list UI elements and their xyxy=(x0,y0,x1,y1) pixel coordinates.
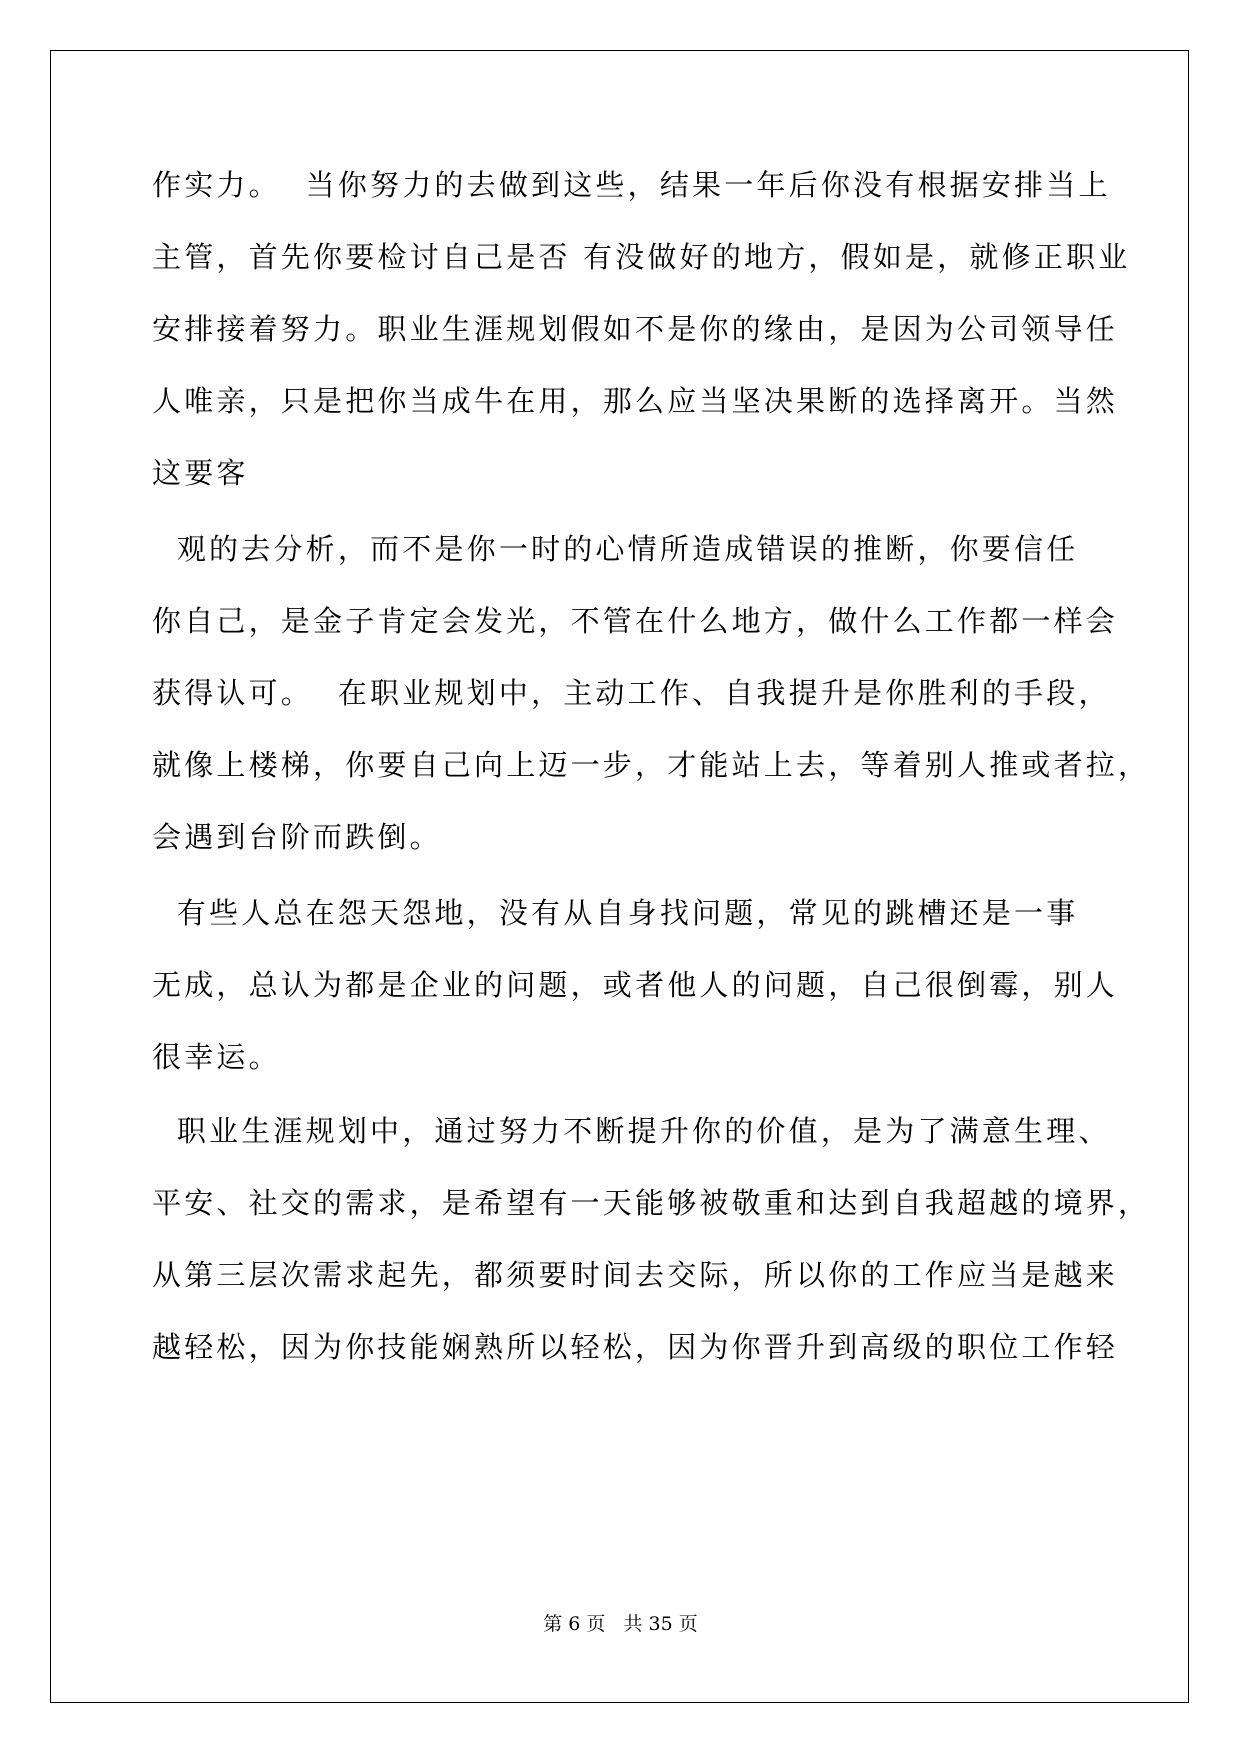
text-line: 你自己，是金子肯定会发光，不管在什么地方，做什么工作都一样会 xyxy=(152,604,1119,638)
text-line: 这要客 xyxy=(152,456,249,490)
text-line: 职业生涯规划中，通过努力不断提升你的价值，是为了满意生理、 xyxy=(152,1114,1111,1148)
text-line: 安排接着努力。职业生涯规划假如不是你的缘由，是因为公司领导任 xyxy=(152,312,1119,346)
text-line: 观的去分析，而不是你一时的心情所造成错误的推断，你要信任 xyxy=(152,532,1079,566)
text-line: 平安、社交的需求，是希望有一天能够被敬重和达到自我超越的境界， xyxy=(152,1186,1151,1220)
text-line: 作实力。 当你努力的去做到这些，结果一年后你没有根据安排当上 xyxy=(152,168,1111,202)
text-line: 获得认可。 在职业规划中，主动工作、自我提升是你胜利的手段， xyxy=(152,676,1111,710)
text-line: 会遇到台阶而跌倒。 xyxy=(152,820,442,854)
text-line: 有些人总在怨天怨地，没有从自身找问题，常见的跳槽还是一事 xyxy=(152,896,1079,930)
text-line: 从第三层次需求起先，都须要时间去交际，所以你的工作应当是越来 xyxy=(152,1258,1119,1292)
page-number-footer: 第 6 页 共 35 页 xyxy=(543,1613,698,1635)
text-line: 主管，首先你要检讨自己是否 有没做好的地方，假如是，就修正职业 xyxy=(152,240,1131,274)
text-line: 越轻松，因为你技能娴熟所以轻松，因为你晋升到高级的职位工作轻 xyxy=(152,1330,1119,1364)
page-border xyxy=(50,50,1189,1703)
text-line: 人唯亲，只是把你当成牛在用，那么应当坚决果断的选择离开。当然 xyxy=(152,384,1119,418)
text-line: 无成，总认为都是企业的问题，或者他人的问题，自己很倒霉，别人 xyxy=(152,968,1119,1002)
text-line: 就像上楼梯，你要自己向上迈一步，才能站上去，等着别人推或者拉， xyxy=(152,748,1151,782)
text-line: 很幸运。 xyxy=(152,1040,281,1074)
